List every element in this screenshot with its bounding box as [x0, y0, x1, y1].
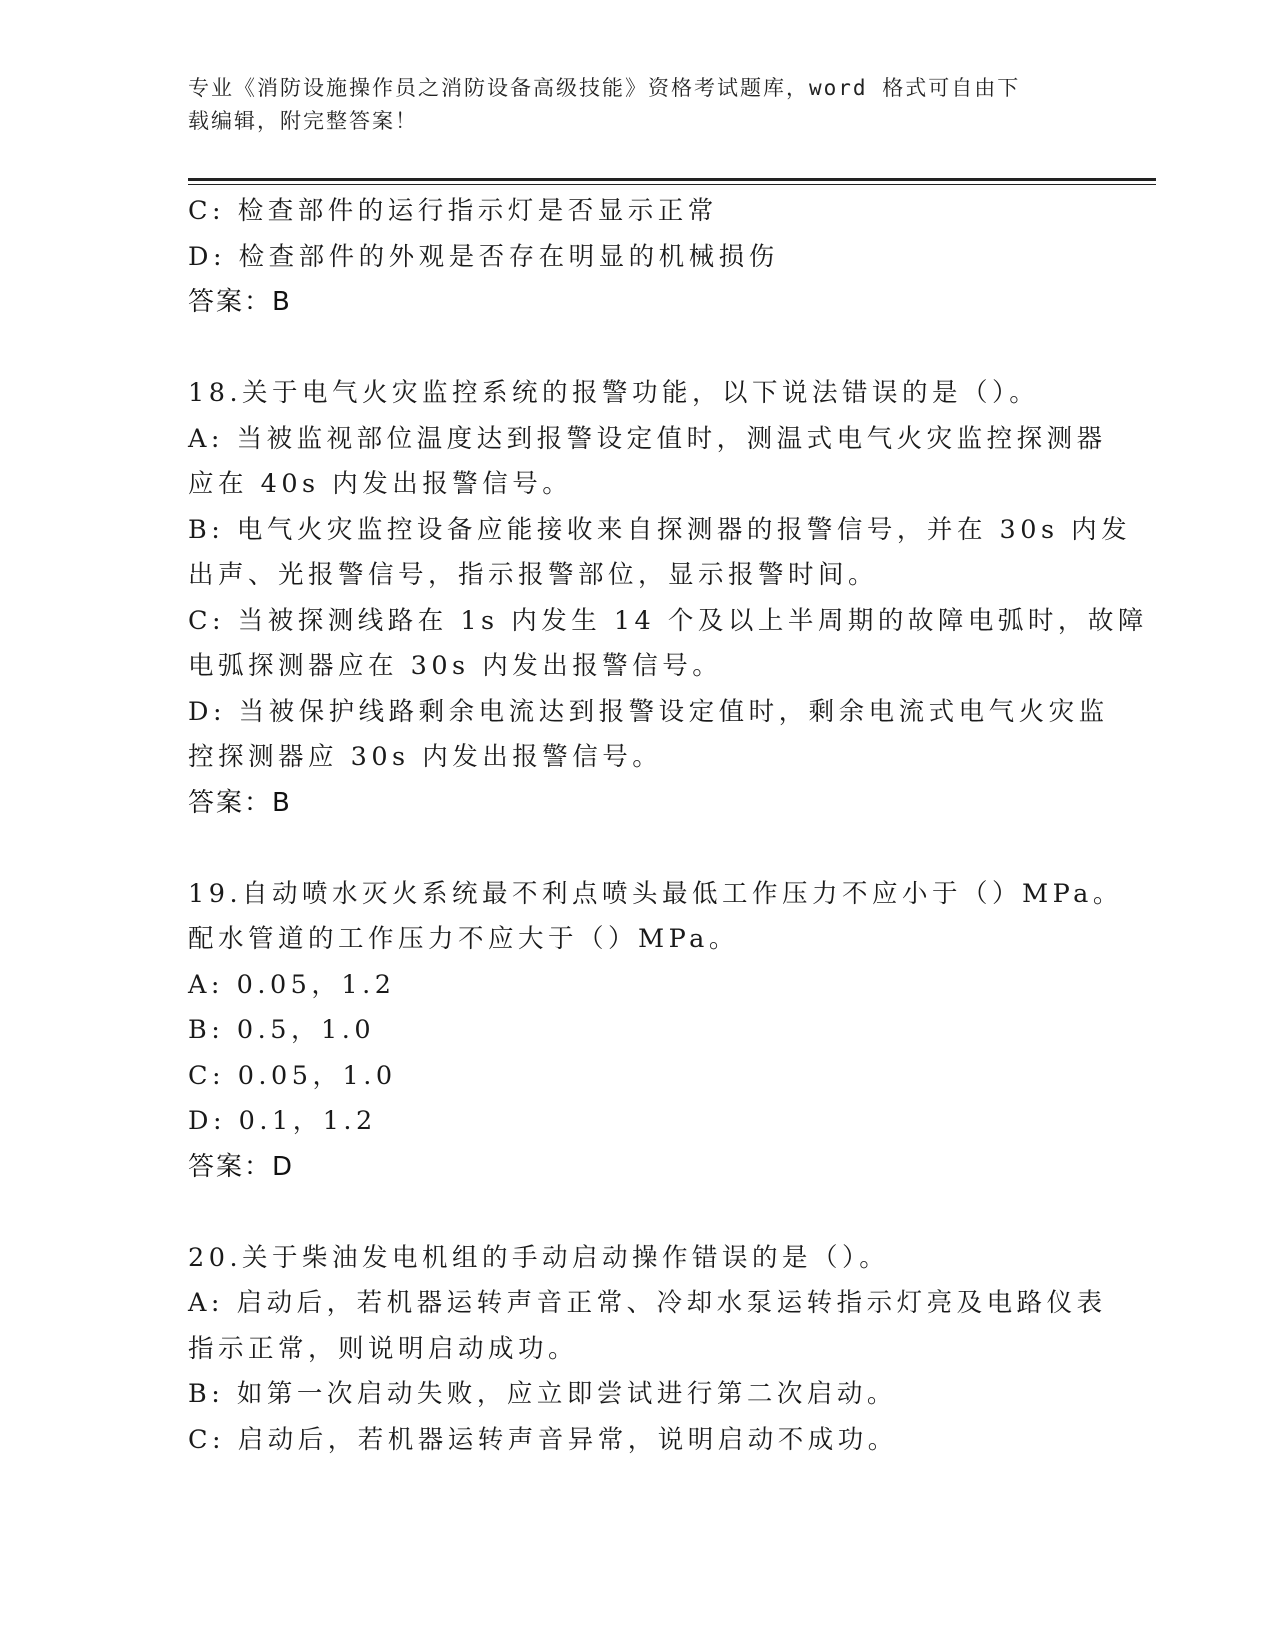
- option-b-line-2: 出声、光报警信号，指示报警部位，显示报警时间。: [188, 560, 879, 590]
- question-20: [188, 1236, 1107, 1464]
- question-stem: 20.关于柴油发电机组的手动启动操作错误的是（）。: [188, 1242, 890, 1273]
- question-17: [188, 189, 1088, 326]
- question-19: [188, 872, 1123, 1191]
- option-c-line-2: 电弧探测器应在 30s 内发出报警信号。: [188, 651, 723, 681]
- option-b: B: 如第一次启动失败，应立即尝试进行第二次启动。: [188, 1379, 897, 1409]
- question-spacer: [188, 1190, 1088, 1236]
- header-divider-thin: [188, 184, 1156, 185]
- question-stem-line-2: 配水管道的工作压力不应大于（）MPa。: [188, 924, 739, 954]
- answer-label: 答案：B: [188, 787, 292, 818]
- header-title-line-2: 载编辑，附完整答案！: [188, 109, 418, 133]
- option-a-line-1: A: 当被监视部位温度达到报警设定值时，测温式电气火灾监控探测器: [188, 423, 1107, 454]
- option-d-line-2: 控探测器应 30s 内发出报警信号。: [188, 742, 663, 772]
- header-divider-thick: [188, 178, 1156, 181]
- answer-label: 答案：D: [188, 1151, 295, 1182]
- option-b: B: 0.5，1.0: [188, 1015, 376, 1045]
- option-d: D: 0.1，1.2: [188, 1106, 377, 1136]
- option-a-line-1: A: 启动后，若机器运转声音正常、冷却水泵运转指示灯亮及电路仪表: [188, 1288, 1107, 1318]
- option-a-line-2: 指示正常，则说明启动成功。: [188, 1333, 579, 1364]
- header-title-line-1: 专业《消防设施操作员之消防设备高级技能》资格考试题库，word 格式可自由下: [188, 76, 1021, 100]
- answer-label: 答案：B: [188, 287, 292, 317]
- option-a-line-2: 应在 40s 内发出报警信号。: [188, 469, 573, 499]
- option-d: D: 检查部件的外观是否存在明显的机械损伤: [188, 241, 779, 272]
- option-c: C: 0.05，1.0: [188, 1060, 397, 1091]
- option-b-line-1: B: 电气火灾监控设备应能接收来自探测器的报警信号，并在 30s 内发: [188, 514, 1132, 545]
- question-spacer: [188, 826, 1088, 872]
- option-d-line-1: D: 当被保护线路剩余电流达到报警设定值时，剩余电流式电气火灾监: [188, 696, 1109, 727]
- option-c-line-1: C: 当被探测线路在 1s 内发生 14 个及以上半周期的故障电弧时，故障: [188, 605, 1148, 636]
- document-header: [188, 72, 1078, 138]
- question-18: [188, 371, 1148, 826]
- option-a: A: 0.05，1.2: [188, 969, 396, 1000]
- document-body: [188, 189, 1148, 1463]
- question-stem-line-1: 19.自动喷水灭火系统最不利点喷头最低工作压力不应小于（）MPa。: [188, 878, 1123, 909]
- question-spacer: [188, 326, 1088, 372]
- option-c: C: 启动后，若机器运转声音异常，说明启动不成功。: [188, 1424, 898, 1455]
- option-c: C: 检查部件的运行指示灯是否显示正常: [188, 196, 718, 226]
- question-stem: 18.关于电气火灾监控系统的报警功能，以下说法错误的是（）。: [188, 378, 1040, 408]
